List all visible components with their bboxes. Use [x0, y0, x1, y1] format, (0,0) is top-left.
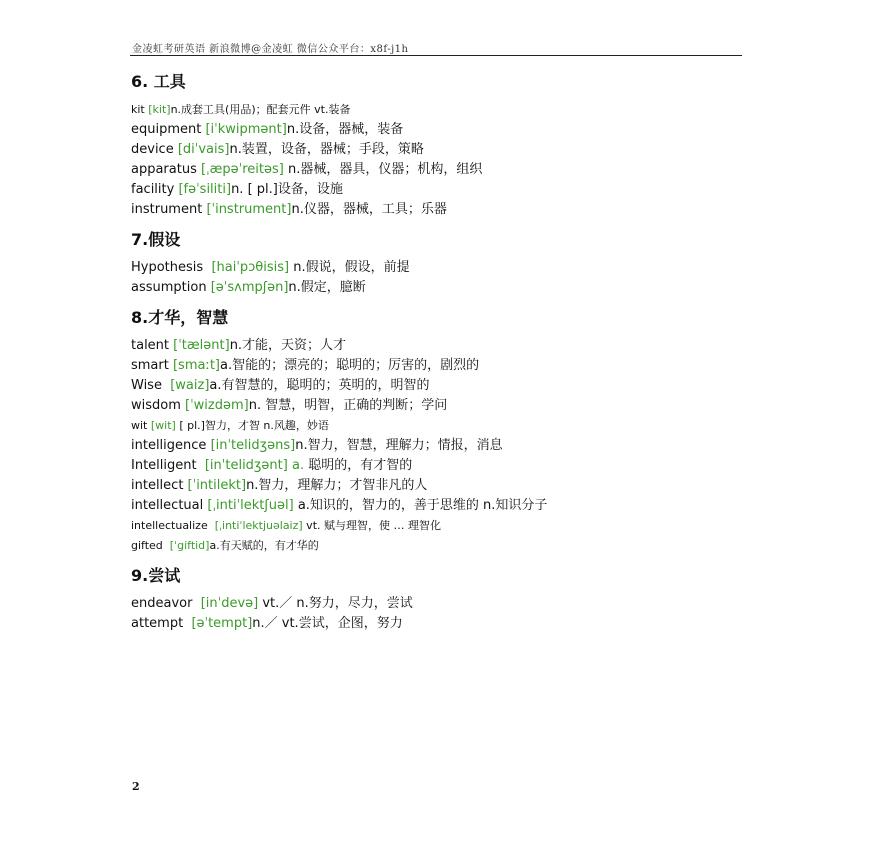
- vocab-section: [131, 228, 741, 298]
- entry-definition: n.才能，天资；人才: [229, 338, 347, 353]
- entry-word: smart: [131, 358, 173, 373]
- entry-phonetic: [əˈsʌmpʃən]: [210, 280, 289, 295]
- vocab-entry: [131, 356, 741, 376]
- entry-word: equipment: [131, 122, 206, 137]
- vocab-entry: [131, 496, 741, 516]
- entry-definition: vt. 赋与理智，使 … 理智化: [302, 519, 441, 532]
- entry-word: assumption: [131, 280, 211, 295]
- vocab-section: [131, 564, 741, 634]
- entry-definition: n.器械，器具，仪器；机构，组织: [283, 162, 483, 177]
- entry-phonetic: [ˈinstrument]: [206, 202, 292, 217]
- entry-word: attempt: [131, 616, 192, 631]
- entry-word: endeavor: [131, 596, 201, 611]
- vocab-entry: [131, 476, 741, 496]
- vocab-entry: [131, 516, 741, 536]
- entry-definition: a.智能的；漂亮的；聪明的；厉害的，剧烈的: [220, 358, 480, 373]
- entry-word: instrument: [131, 202, 207, 217]
- section-title: 8.才华，智慧: [131, 308, 229, 327]
- vocab-entry: [131, 140, 741, 160]
- vocab-entry: [131, 594, 741, 614]
- vocab-entry: [131, 258, 741, 278]
- entry-definition: n.装置，设备，器械；手段，策略: [229, 142, 424, 157]
- entry-definition: [ pl.]智力，才智 n.风趣，妙语: [175, 419, 329, 432]
- entry-word: facility: [131, 182, 179, 197]
- entry-phonetic: [inˈtelidʒənt] a.: [204, 458, 305, 473]
- entry-word: wit: [131, 419, 151, 432]
- entry-phonetic: [kit]: [148, 103, 171, 116]
- entry-word: gifted: [131, 539, 170, 552]
- entry-definition: n.成套工具(用品)；配套元件 vt.装备: [170, 103, 351, 116]
- entry-word: kit: [131, 103, 149, 116]
- entry-definition: n.设备，器械，装备: [286, 122, 404, 137]
- entry-phonetic: [ˈtælənt]: [173, 338, 230, 353]
- entry-word: apparatus: [131, 162, 201, 177]
- entry-definition: a.知识的，智力的，善于思维的 n.知识分子: [293, 498, 548, 513]
- entry-definition: n.智力，理解力；才智非凡的人: [246, 478, 428, 493]
- header-divider: [130, 55, 742, 56]
- entry-definition: n.／ vt.尝试，企图，努力: [252, 616, 403, 631]
- vocab-entry: [131, 180, 741, 200]
- entry-definition: a.有智慧的，聪明的；英明的，明智的: [209, 378, 430, 393]
- vocab-entry: [131, 456, 741, 476]
- entry-definition: n.假说，假设，前提: [289, 260, 410, 275]
- entry-phonetic: [ˌintiˈlektjuəlaiz]: [214, 519, 303, 532]
- entry-phonetic: [diˈvais]: [177, 142, 230, 157]
- entry-word: device: [131, 142, 178, 157]
- entry-definition: n.智力，智慧，理解力；情报，消息: [295, 438, 503, 453]
- vocab-entry: [131, 120, 741, 140]
- entry-phonetic: [ˌæpəˈreitəs]: [201, 162, 284, 177]
- entry-word: intellectualize: [131, 519, 215, 532]
- vocabulary-content: [131, 70, 741, 642]
- page-header: 金凌虹考研英语 新浪微博@金凌虹 微信公众平台：x8f-j1h: [132, 44, 409, 55]
- vocab-section: [131, 306, 741, 556]
- page-number: 2: [132, 780, 140, 793]
- section-title: 7.假设: [131, 230, 181, 249]
- entry-word: talent: [131, 338, 174, 353]
- vocab-entry: [131, 100, 741, 120]
- entry-phonetic: [inˈtelidʒəns]: [210, 438, 296, 453]
- vocab-entry: [131, 614, 741, 634]
- entry-phonetic: [ˌintiˈlektʃuəl]: [207, 498, 294, 513]
- vocab-entry: [131, 436, 741, 456]
- vocab-entry: [131, 536, 741, 556]
- vocab-entry: [131, 160, 741, 180]
- vocab-entry: [131, 376, 741, 396]
- entry-phonetic: [smaːt]: [172, 358, 221, 373]
- entry-phonetic: [haiˈpɔθisis]: [211, 260, 290, 275]
- entry-phonetic: [ˈgiftid]: [169, 539, 210, 552]
- entry-phonetic: [inˈdevə]: [200, 596, 259, 611]
- entry-word: Wise: [131, 378, 171, 393]
- entry-definition: n.假定，臆断: [288, 280, 366, 295]
- entry-phonetic: [ˈintilekt]: [187, 478, 247, 493]
- entry-word: Hypothesis: [131, 260, 212, 275]
- vocab-entry: [131, 200, 741, 220]
- vocab-entry: [131, 396, 741, 416]
- entry-word: wisdom: [131, 398, 186, 413]
- entry-word: Intelligent: [131, 458, 205, 473]
- entry-phonetic: [waiz]: [170, 378, 210, 393]
- entry-definition: vt.／ n.努力，尽力，尝试: [258, 596, 413, 611]
- entry-phonetic: [əˈtempt]: [191, 616, 253, 631]
- entry-definition: 聪明的，有才智的: [304, 458, 413, 473]
- entry-phonetic: [ˈwizdəm]: [185, 398, 249, 413]
- vocab-section: [131, 70, 741, 220]
- vocab-entry: [131, 336, 741, 356]
- vocab-entry: [131, 278, 741, 298]
- vocab-entry: [131, 416, 741, 436]
- section-title: 9.尝试: [131, 566, 181, 585]
- entry-definition: n. [ pl.]设备，设施: [231, 182, 343, 197]
- entry-phonetic: [fəˈsiliti]: [178, 182, 232, 197]
- entry-phonetic: [wit]: [150, 419, 176, 432]
- entry-word: intelligence: [131, 438, 211, 453]
- entry-phonetic: [iˈkwipmənt]: [205, 122, 287, 137]
- entry-definition: a.有天赋的，有才华的: [209, 539, 319, 552]
- entry-definition: n. 智慧，明智，正确的判断；学问: [248, 398, 448, 413]
- entry-definition: n.仪器，器械，工具；乐器: [291, 202, 447, 217]
- entry-word: intellect: [131, 478, 188, 493]
- section-title: 6. 工具: [131, 72, 186, 91]
- entry-word: intellectual: [131, 498, 208, 513]
